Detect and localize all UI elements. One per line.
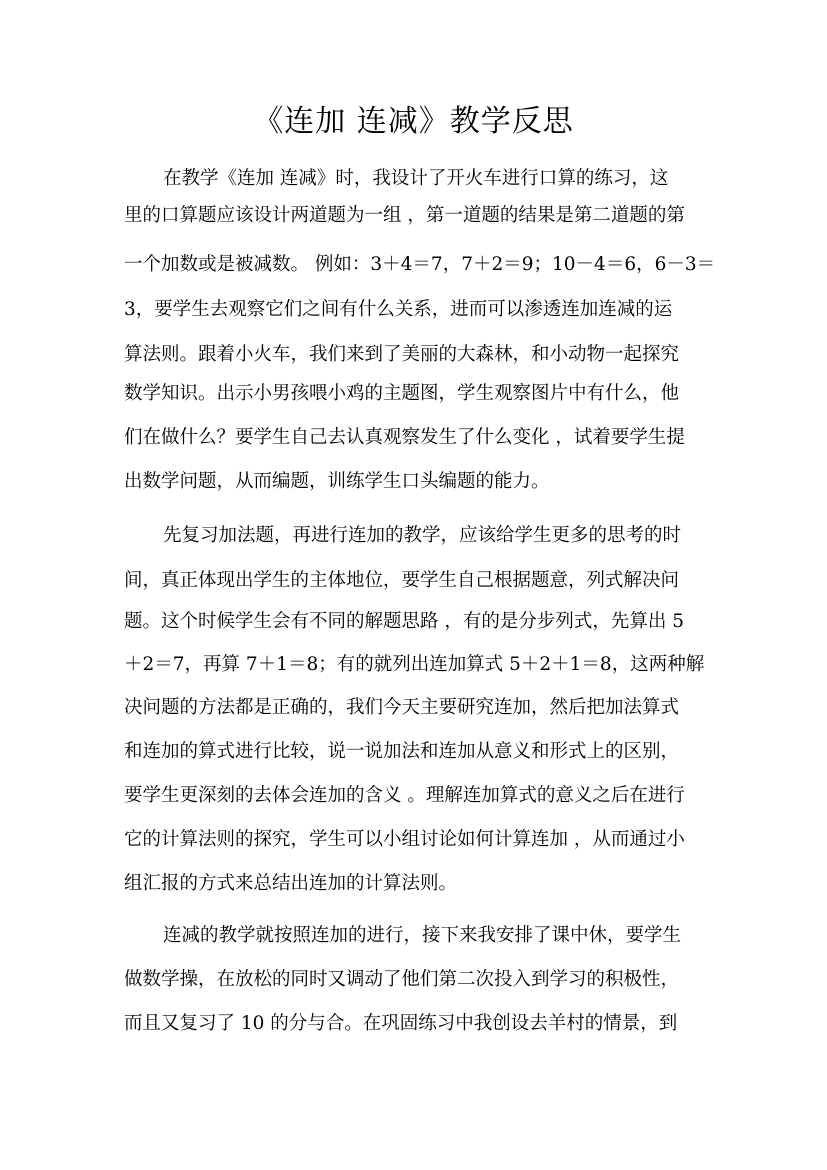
paragraph-1-line-5: 算法则。跟着小火车，我们来到了美丽的大森林，和小动物一起探究 bbox=[124, 344, 680, 365]
paragraph-3-line-3: 而且又复习了 10 的分与合。在巩固练习中我创设去羊村的情景，到 bbox=[124, 1013, 678, 1034]
paragraph-2-line-8: 它的计算法则的探究，学生可以小组讨论如何计算连加 ，从而通过小 bbox=[124, 829, 685, 850]
paragraph-1-line-4: 3，要学生去观察它们之间有什么关系，进而可以渗透连加连减的运 bbox=[124, 299, 673, 320]
paragraph-1-line-1: 在教学《连加 连减》时，我设计了开火车进行口算的练习，这 bbox=[163, 168, 669, 189]
paragraph-2-line-1: 先复习加法题，再进行连加的教学，应该给学生更多的思考的时 bbox=[163, 525, 682, 546]
paragraph-1-line-2: 里的口算题应该设计两道题为一组 ，第一道题的结果是第二道题的第 bbox=[124, 205, 685, 226]
paragraph-1-line-8: 出数学问题，从而编题，训练学生口头编题的能力。 bbox=[124, 471, 550, 492]
paragraph-3-line-2: 做数学操，在放松的同时又调动了他们第二次投入到学习的积极性， bbox=[124, 969, 680, 990]
paragraph-1-line-7: 们在做什么？要学生自己去认真观察发生了什么变化 ，试着要学生提 bbox=[124, 427, 685, 448]
paragraph-2-line-2: 间，真正体现出学生的主体地位，要学生自己根据题意，列式解决问 bbox=[124, 570, 680, 591]
paragraph-1-line-6: 数学知识。出示小男孩喂小鸡的主题图，学生观察图片中有什么，他 bbox=[124, 383, 680, 404]
paragraph-2-line-7: 要学生更深刻的去体会连加的含义 。理解连加算式的意义之后在进行 bbox=[124, 785, 685, 806]
paragraph-1-line-3: 一个加数或是被减数。 例如：3＋4＝7，7＋2＝9；10－4＝6，6－3＝ bbox=[124, 254, 716, 275]
document-title: 《连加 连减》教学反思 bbox=[253, 104, 574, 139]
paragraph-2-line-4: ＋2＝7，再算 7＋1＝8；有的就列出连加算式 5＋2＋1＝8，这两种解 bbox=[124, 654, 705, 675]
paragraph-2-line-6: 和连加的算式进行比较，说一说加法和连加从意义和形式上的区别， bbox=[124, 741, 680, 762]
paragraph-3-line-1: 连减的教学就按照连加的进行，接下来我安排了课中休，要学生 bbox=[163, 925, 682, 946]
paragraph-2-line-3: 题。这个时候学生会有不同的解题思路 ，有的是分步列式，先算出 5 bbox=[124, 611, 685, 632]
paragraph-2-line-5: 决问题的方法都是正确的，我们今天主要研究连加，然后把加法算式 bbox=[124, 697, 680, 718]
paragraph-2-line-9: 组汇报的方式来总结出连加的计算法则。 bbox=[124, 873, 458, 894]
